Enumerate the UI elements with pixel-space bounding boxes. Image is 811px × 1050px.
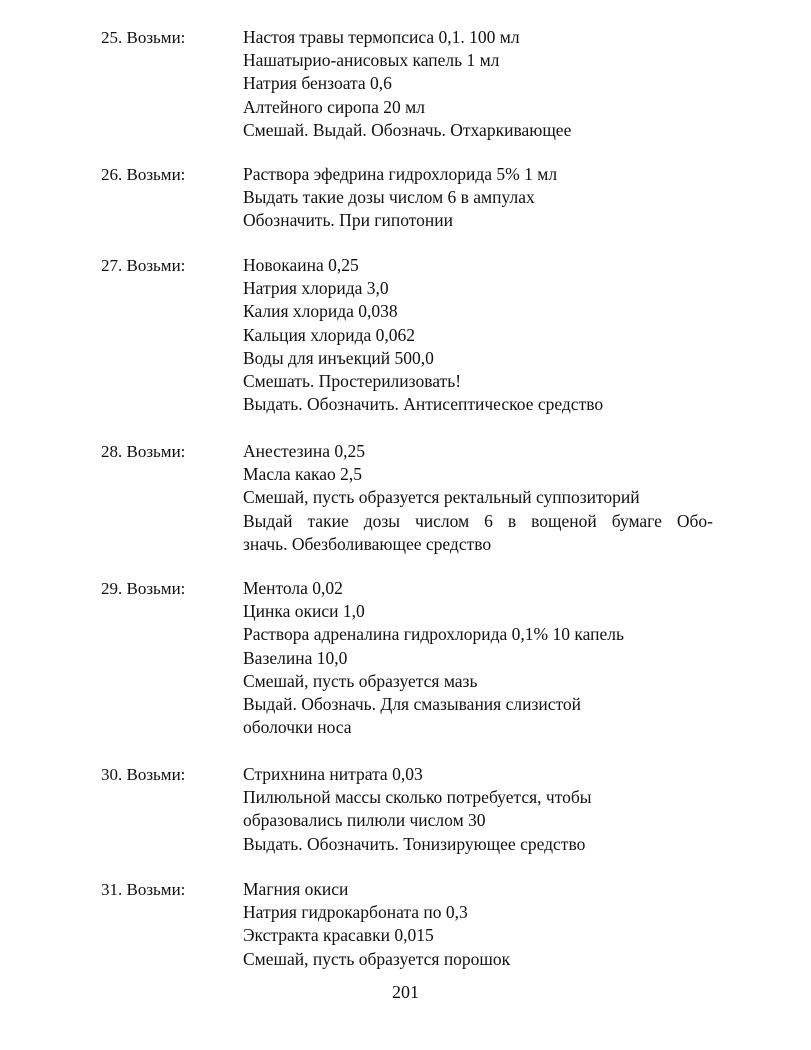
prescription-line: Выдай такие дозы числом 6 в вощеной бумаге Обо- xyxy=(243,510,713,531)
prescription-line: Смешай. Выдай. Обозначь. Отхаркивающее xyxy=(243,119,572,140)
prescription-label: 26. Возьми: xyxy=(101,165,186,184)
prescription-line: Выдать. Обозначить. Тонизирующее средство xyxy=(243,833,586,854)
prescription-line: Алтейного сиропа 20 мл xyxy=(243,96,425,117)
prescription-line: Кальция хлорида 0,062 xyxy=(243,324,416,345)
prescription-line: Обозначить. При гипотонии xyxy=(243,210,453,231)
prescription-line: Нашатырио-анисовых капель 1 мл xyxy=(243,50,500,71)
prescription-body xyxy=(243,26,713,142)
prescription-label: 31. Возьми: xyxy=(101,880,186,899)
prescription-line: Ментола 0,02 xyxy=(243,578,343,598)
prescription-line: Раствора эфедрина гидрохлорида 5% 1 мл xyxy=(243,164,558,184)
prescription-line: оболочки носа xyxy=(243,717,352,738)
prescription-body xyxy=(243,763,713,856)
prescription-label: 29. Возьми: xyxy=(101,579,186,598)
page-number: 201 xyxy=(392,982,419,1002)
prescription-line: Выдать такие дозы числом 6 в ампулах xyxy=(243,187,535,208)
prescription-label: 30. Возьми: xyxy=(101,765,186,784)
prescription-line: Смешай, пусть образуется порошок xyxy=(243,948,511,969)
prescription-line: Экстракта красавки 0,015 xyxy=(243,925,434,946)
prescription-label: 25. Возьми: xyxy=(101,28,186,47)
prescription-body xyxy=(243,577,713,739)
prescription-line: Выдать. Обозначить. Антисептическое средство xyxy=(243,394,604,415)
prescription-line: Натрия бензоата 0,6 xyxy=(243,73,392,94)
prescription-line: Магния окиси xyxy=(243,879,349,899)
prescription-line: Настоя травы термопсиса 0,1. 100 мл xyxy=(243,27,520,47)
prescription-line: Анестезина 0,25 xyxy=(243,441,366,461)
prescription-line: Калия хлорида 0,038 xyxy=(243,301,398,322)
prescription-line: Масла какао 2,5 xyxy=(243,464,362,485)
prescription-label: 27. Возьми: xyxy=(101,256,186,275)
prescription-body xyxy=(243,878,713,971)
prescription-line: Натрия хлорида 3,0 xyxy=(243,278,389,299)
prescription-line: Цинка окиси 1,0 xyxy=(243,601,365,622)
prescription-line: Стрихнина нитрата 0,03 xyxy=(243,764,423,784)
prescription-body xyxy=(243,440,713,556)
prescription-line: Вазелина 10,0 xyxy=(243,647,348,668)
prescription-line: Пилюльной массы сколько потребуется, чтобы xyxy=(243,787,592,808)
prescription-line: Раствора адреналина гидрохлорида 0,1% 10 капель xyxy=(243,624,625,645)
prescription-line: образовались пилюли числом 30 xyxy=(243,810,486,831)
prescription-line: Выдай. Обозначь. Для смазывания слизистой xyxy=(243,694,582,715)
prescription-line: Воды для инъекций 500,0 xyxy=(243,347,434,368)
prescription-line: Смешать. Простерилизовать! xyxy=(243,371,462,392)
prescription-line: значь. Обезболивающее средство xyxy=(243,533,492,554)
prescription-line: Смешай, пусть образуется ректальный суппозиторий xyxy=(243,487,640,508)
prescription-line: Смешай, пусть образуется мазь xyxy=(243,670,478,691)
prescription-line: Натрия гидрокарбоната по 0,3 xyxy=(243,902,468,923)
prescription-label: 28. Возьми: xyxy=(101,442,186,461)
prescription-body xyxy=(243,163,713,233)
prescription-body xyxy=(243,254,713,416)
prescription-line: Новокаина 0,25 xyxy=(243,255,359,275)
